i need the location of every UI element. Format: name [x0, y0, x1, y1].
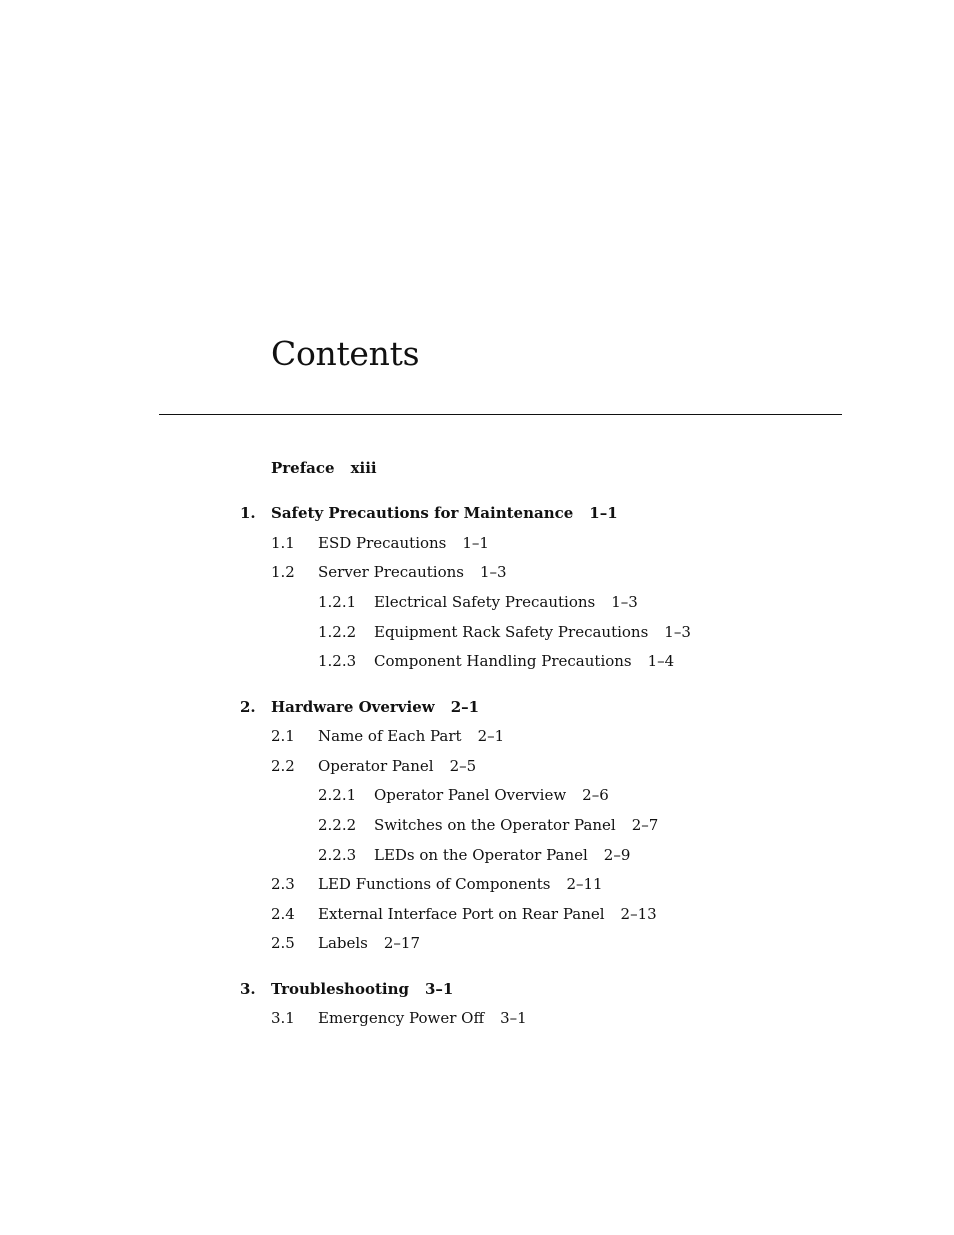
toc-entry-text-group — [318, 726, 504, 746]
toc-entry-page: 3–1 — [425, 980, 454, 998]
toc-entry-number: 2.1 — [271, 727, 295, 745]
toc-entry-title: Server Precautions — [318, 563, 464, 581]
toc-entry-text-group — [374, 845, 630, 865]
toc-entry-number: 2.2 — [271, 757, 295, 775]
toc-entry-page: 1–4 — [647, 652, 675, 670]
toc-entry-page: 1–1 — [462, 534, 489, 552]
toc-entry-title: Name of Each Part — [318, 727, 462, 745]
toc-entry-number: 1.1 — [271, 534, 295, 552]
toc-entry-page: 2–9 — [603, 846, 631, 864]
toc-entry-title: Hardware Overview — [271, 698, 435, 716]
toc-entry-title: ESD Precautions — [318, 534, 447, 552]
toc-entry-number: 2.3 — [271, 875, 295, 893]
toc-entry-text-group — [374, 815, 658, 835]
toc-entry-title: Operator Panel — [318, 757, 434, 775]
toc-entry-title: Equipment Rack Safety Precautions — [374, 623, 649, 641]
toc-entry-page: 2–1 — [477, 727, 505, 745]
toc-entry-number: 1.2.3 — [318, 652, 357, 670]
toc-entry-title: Component Handling Precautions — [374, 652, 632, 670]
toc-entry-text-group — [318, 756, 476, 776]
toc-entry-number: 3.1 — [271, 1009, 295, 1027]
toc-entry-text-group — [374, 622, 691, 642]
toc-entry-title: Electrical Safety Precautions — [374, 593, 596, 611]
toc-entry-page: 1–3 — [664, 623, 691, 641]
toc-entry-title: Emergency Power Off — [318, 1009, 485, 1027]
toc-entry-page: 2–7 — [631, 816, 659, 834]
toc-entry-text-group — [318, 904, 657, 924]
toc-entry-title: Labels — [318, 934, 368, 952]
toc-entry-number: 1.2.1 — [318, 593, 357, 611]
toc-entry-page: 1–3 — [479, 563, 507, 581]
toc-entry-text-group — [271, 697, 479, 717]
toc-entry-page: 1–3 — [611, 593, 638, 611]
toc-entry-title: LEDs on the Operator Panel — [374, 846, 588, 864]
toc-entry-page: xiii — [350, 459, 377, 477]
toc-entry-page: 2–11 — [566, 875, 603, 893]
toc-entry-number: 2.2.1 — [318, 786, 357, 804]
toc-entry-page: 1–1 — [589, 504, 618, 522]
toc-entry-page: 2–13 — [620, 905, 657, 923]
toc-entry-text-group — [318, 933, 420, 953]
toc-entry-text-group — [271, 458, 377, 478]
toc-entry-title: Preface — [271, 459, 335, 477]
page-title: Contents — [271, 334, 420, 373]
toc-entry-number: 2.4 — [271, 905, 295, 923]
toc-entry-number: 1. — [240, 504, 256, 522]
toc-entry-title: Switches on the Operator Panel — [374, 816, 616, 834]
toc-entry-title: External Interface Port on Rear Panel — [318, 905, 605, 923]
toc-entry-number: 3. — [240, 980, 256, 998]
toc-entry-title: Operator Panel Overview — [374, 786, 567, 804]
toc-entry-number: 2. — [240, 698, 256, 716]
toc-entry-text-group — [374, 592, 638, 612]
toc-entry-number: 1.2 — [271, 563, 295, 581]
toc-entry-text-group — [271, 503, 618, 523]
toc-entry-number: 2.2.2 — [318, 816, 357, 834]
toc-entry-page: 2–1 — [450, 698, 480, 716]
toc-entry-text-group — [318, 533, 489, 553]
toc-entry-title: Safety Precautions for Maintenance — [271, 504, 574, 522]
toc-entry-text-group — [318, 874, 603, 894]
toc-entry-text-group — [318, 562, 507, 582]
toc-entry-text-group — [271, 979, 453, 999]
toc-entry-text-group — [374, 651, 674, 671]
toc-entry-number: 2.5 — [271, 934, 295, 952]
toc-entry-text-group — [374, 785, 609, 805]
toc-entry-page: 2–17 — [383, 934, 421, 952]
toc-entry-page: 2–5 — [449, 757, 477, 775]
toc-entry-number: 1.2.2 — [318, 623, 357, 641]
toc-entry-page: 3–1 — [500, 1009, 527, 1027]
toc-entry-text-group — [318, 1008, 527, 1028]
toc-entry-title: LED Functions of Components — [318, 875, 551, 893]
toc-entry-title: Troubleshooting — [271, 980, 409, 998]
toc-entry-number: 2.2.3 — [318, 846, 357, 864]
toc-entry-page: 2–6 — [582, 786, 609, 804]
